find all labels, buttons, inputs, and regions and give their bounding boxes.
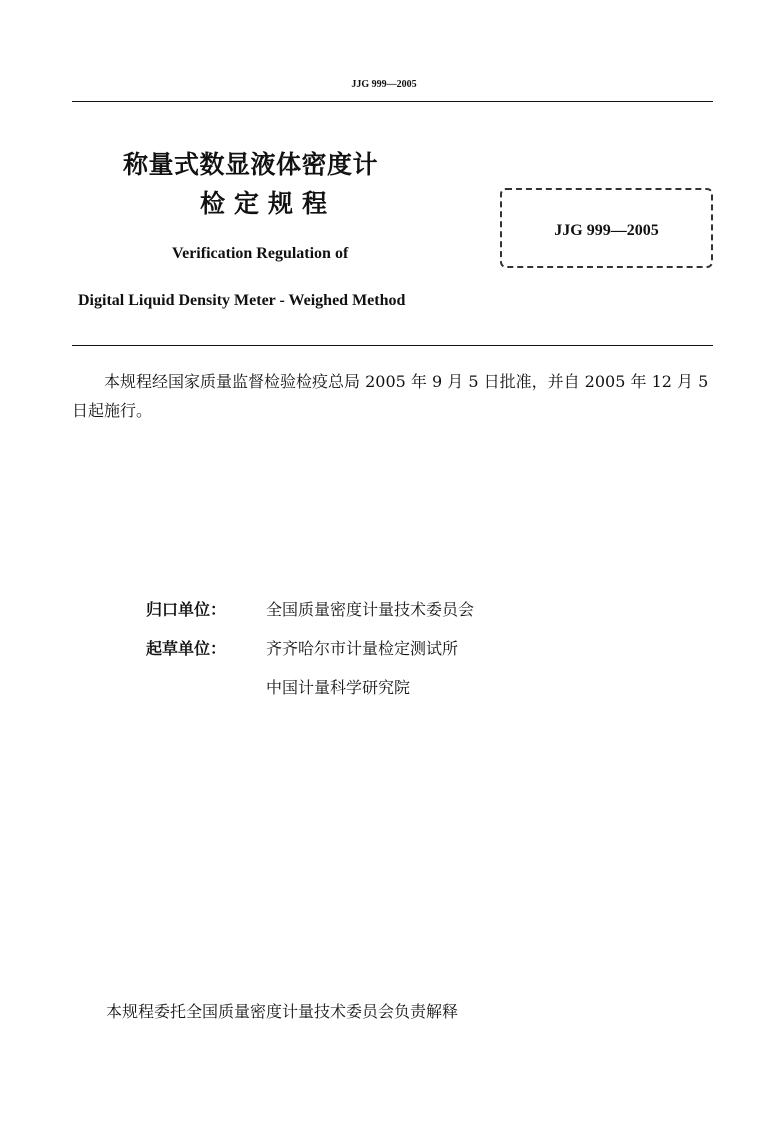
standard-code-box-text: JJG 999—2005 bbox=[554, 222, 659, 239]
header-rule bbox=[72, 101, 713, 102]
responsible-unit-label: 归口单位： bbox=[146, 600, 227, 619]
approval-statement: 本规程经国家质量监督检验检疫总局 2005 年 9 月 5 日批准，并自 2005 年 12 月 5 日起施行。 bbox=[72, 372, 709, 420]
drafting-unit-value-1: 齐齐哈尔市计量检定测试所 bbox=[266, 639, 459, 658]
responsible-unit-value: 全国质量密度计量技术委员会 bbox=[266, 600, 475, 619]
drafting-unit-value-2: 中国计量科学研究院 bbox=[266, 678, 411, 697]
title-english-line2: Digital Liquid Density Meter - Weighed Method bbox=[78, 292, 406, 309]
header-standard-code: JJG 999—2005 bbox=[351, 79, 417, 90]
title-chinese-line2: 检定规程 bbox=[200, 189, 337, 218]
interpretation-note: 本规程委托全国质量密度计量技术委员会负责解释 bbox=[106, 1002, 459, 1021]
title-rule bbox=[72, 345, 713, 346]
title-chinese-line1: 称量式数显液体密度计 bbox=[123, 150, 379, 179]
standard-code-box bbox=[500, 188, 713, 268]
title-english-line1: Verification Regulation of bbox=[172, 245, 349, 262]
drafting-unit-label: 起草单位： bbox=[146, 639, 227, 658]
